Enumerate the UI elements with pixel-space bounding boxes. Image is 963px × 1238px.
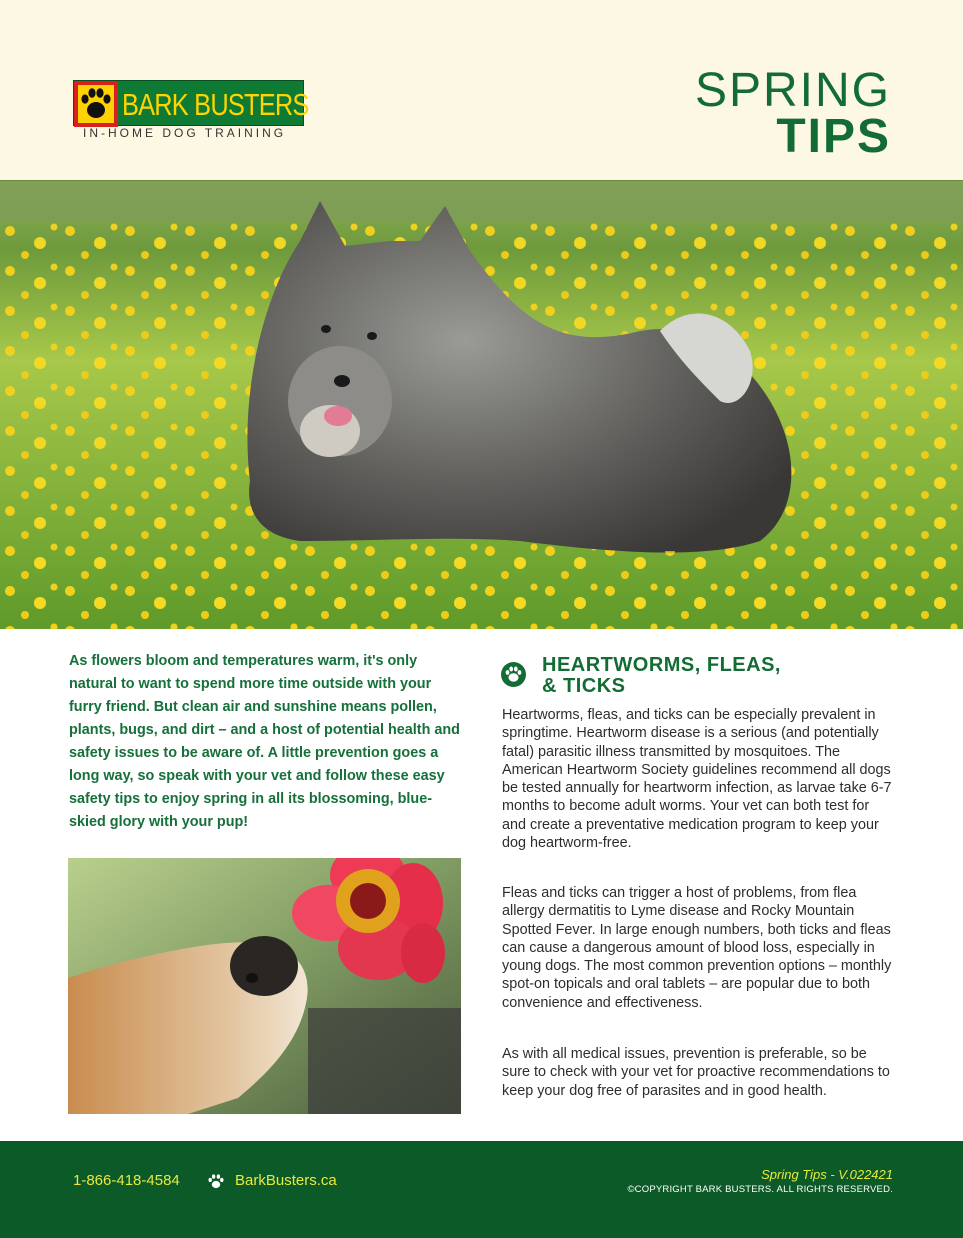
- section-paragraph-1: Heartworms, fleas, and ticks can be especially prevalent in springtime. Heartworm disease is a serious (and potentially fatal) parasitic illness transmitted by mosquitoes. The American Heartworm Society guidelines recommend all dogs be tested annually for heartworm infection, as larvae take 6-7 months to become adult worms. Your vet can both test for and create a preventative medication program to keep your dog heartworm-free.: [502, 707, 892, 852]
- footer-phone[interactable]: 1-866-418-4584: [73, 1172, 180, 1189]
- logo-paw-badge: [74, 81, 118, 127]
- hero-photo-dog-in-dandelions: [0, 180, 963, 629]
- paw-icon: [207, 1173, 225, 1190]
- section-paragraph-2: Fleas and ticks can trigger a host of problems, from flea allergy dermatitis to Lyme disease and Rocky Mountain Spotted Fever. In large enough numbers, both ticks and fleas can cause a dangerous amount of blood loss, especially in young dogs. The most common prevention options – monthly spot-on topicals and oral tablets – are popular due to both convenience and effectiveness.: [502, 885, 892, 1011]
- section-heading-line-1: HEARTWORMS, FLEAS,: [542, 654, 781, 676]
- paw-icon: [78, 85, 114, 123]
- bark-busters-logo: [73, 80, 309, 142]
- logo-banner: [73, 80, 309, 126]
- logo-tagline: IN-HOME DOG TRAINING: [83, 126, 287, 140]
- photo-dog-nose-flower: [68, 858, 461, 1114]
- footer-website-link[interactable]: BarkBusters.ca: [235, 1172, 337, 1189]
- section-heading-line-2: & TICKS: [542, 675, 626, 697]
- section-paragraph-3: As with all medical issues, prevention is preferable, so be sure to check with your vet for proactive recommendations to keep your dog free of parasites and in good health.: [502, 1046, 890, 1099]
- section-heading: [542, 655, 781, 697]
- page-title-line-1: SPRING: [694, 64, 891, 117]
- page-title-line-2: TIPS: [776, 110, 891, 163]
- logo-wordmark: BARK BUSTERS: [122, 87, 309, 122]
- intro-paragraph: As flowers bloom and temperatures warm, it's only natural to want to spend more time outside with your furry friend. But clean air and sunshine means pollen, plants, bugs, and dirt – and a host of potential health and safety issues to be aware of. A little prevention goes a long way, so speak with your vet and follow these easy safety tips to enjoy spring in all its blossoming, blue-skied glory with your pup!: [69, 653, 460, 830]
- footer-version: Spring Tips - V.022421: [761, 1167, 893, 1182]
- paw-icon: [501, 662, 526, 687]
- footer-copyright: ©COPYRIGHT BARK BUSTERS. ALL RIGHTS RESERVED.: [627, 1184, 893, 1195]
